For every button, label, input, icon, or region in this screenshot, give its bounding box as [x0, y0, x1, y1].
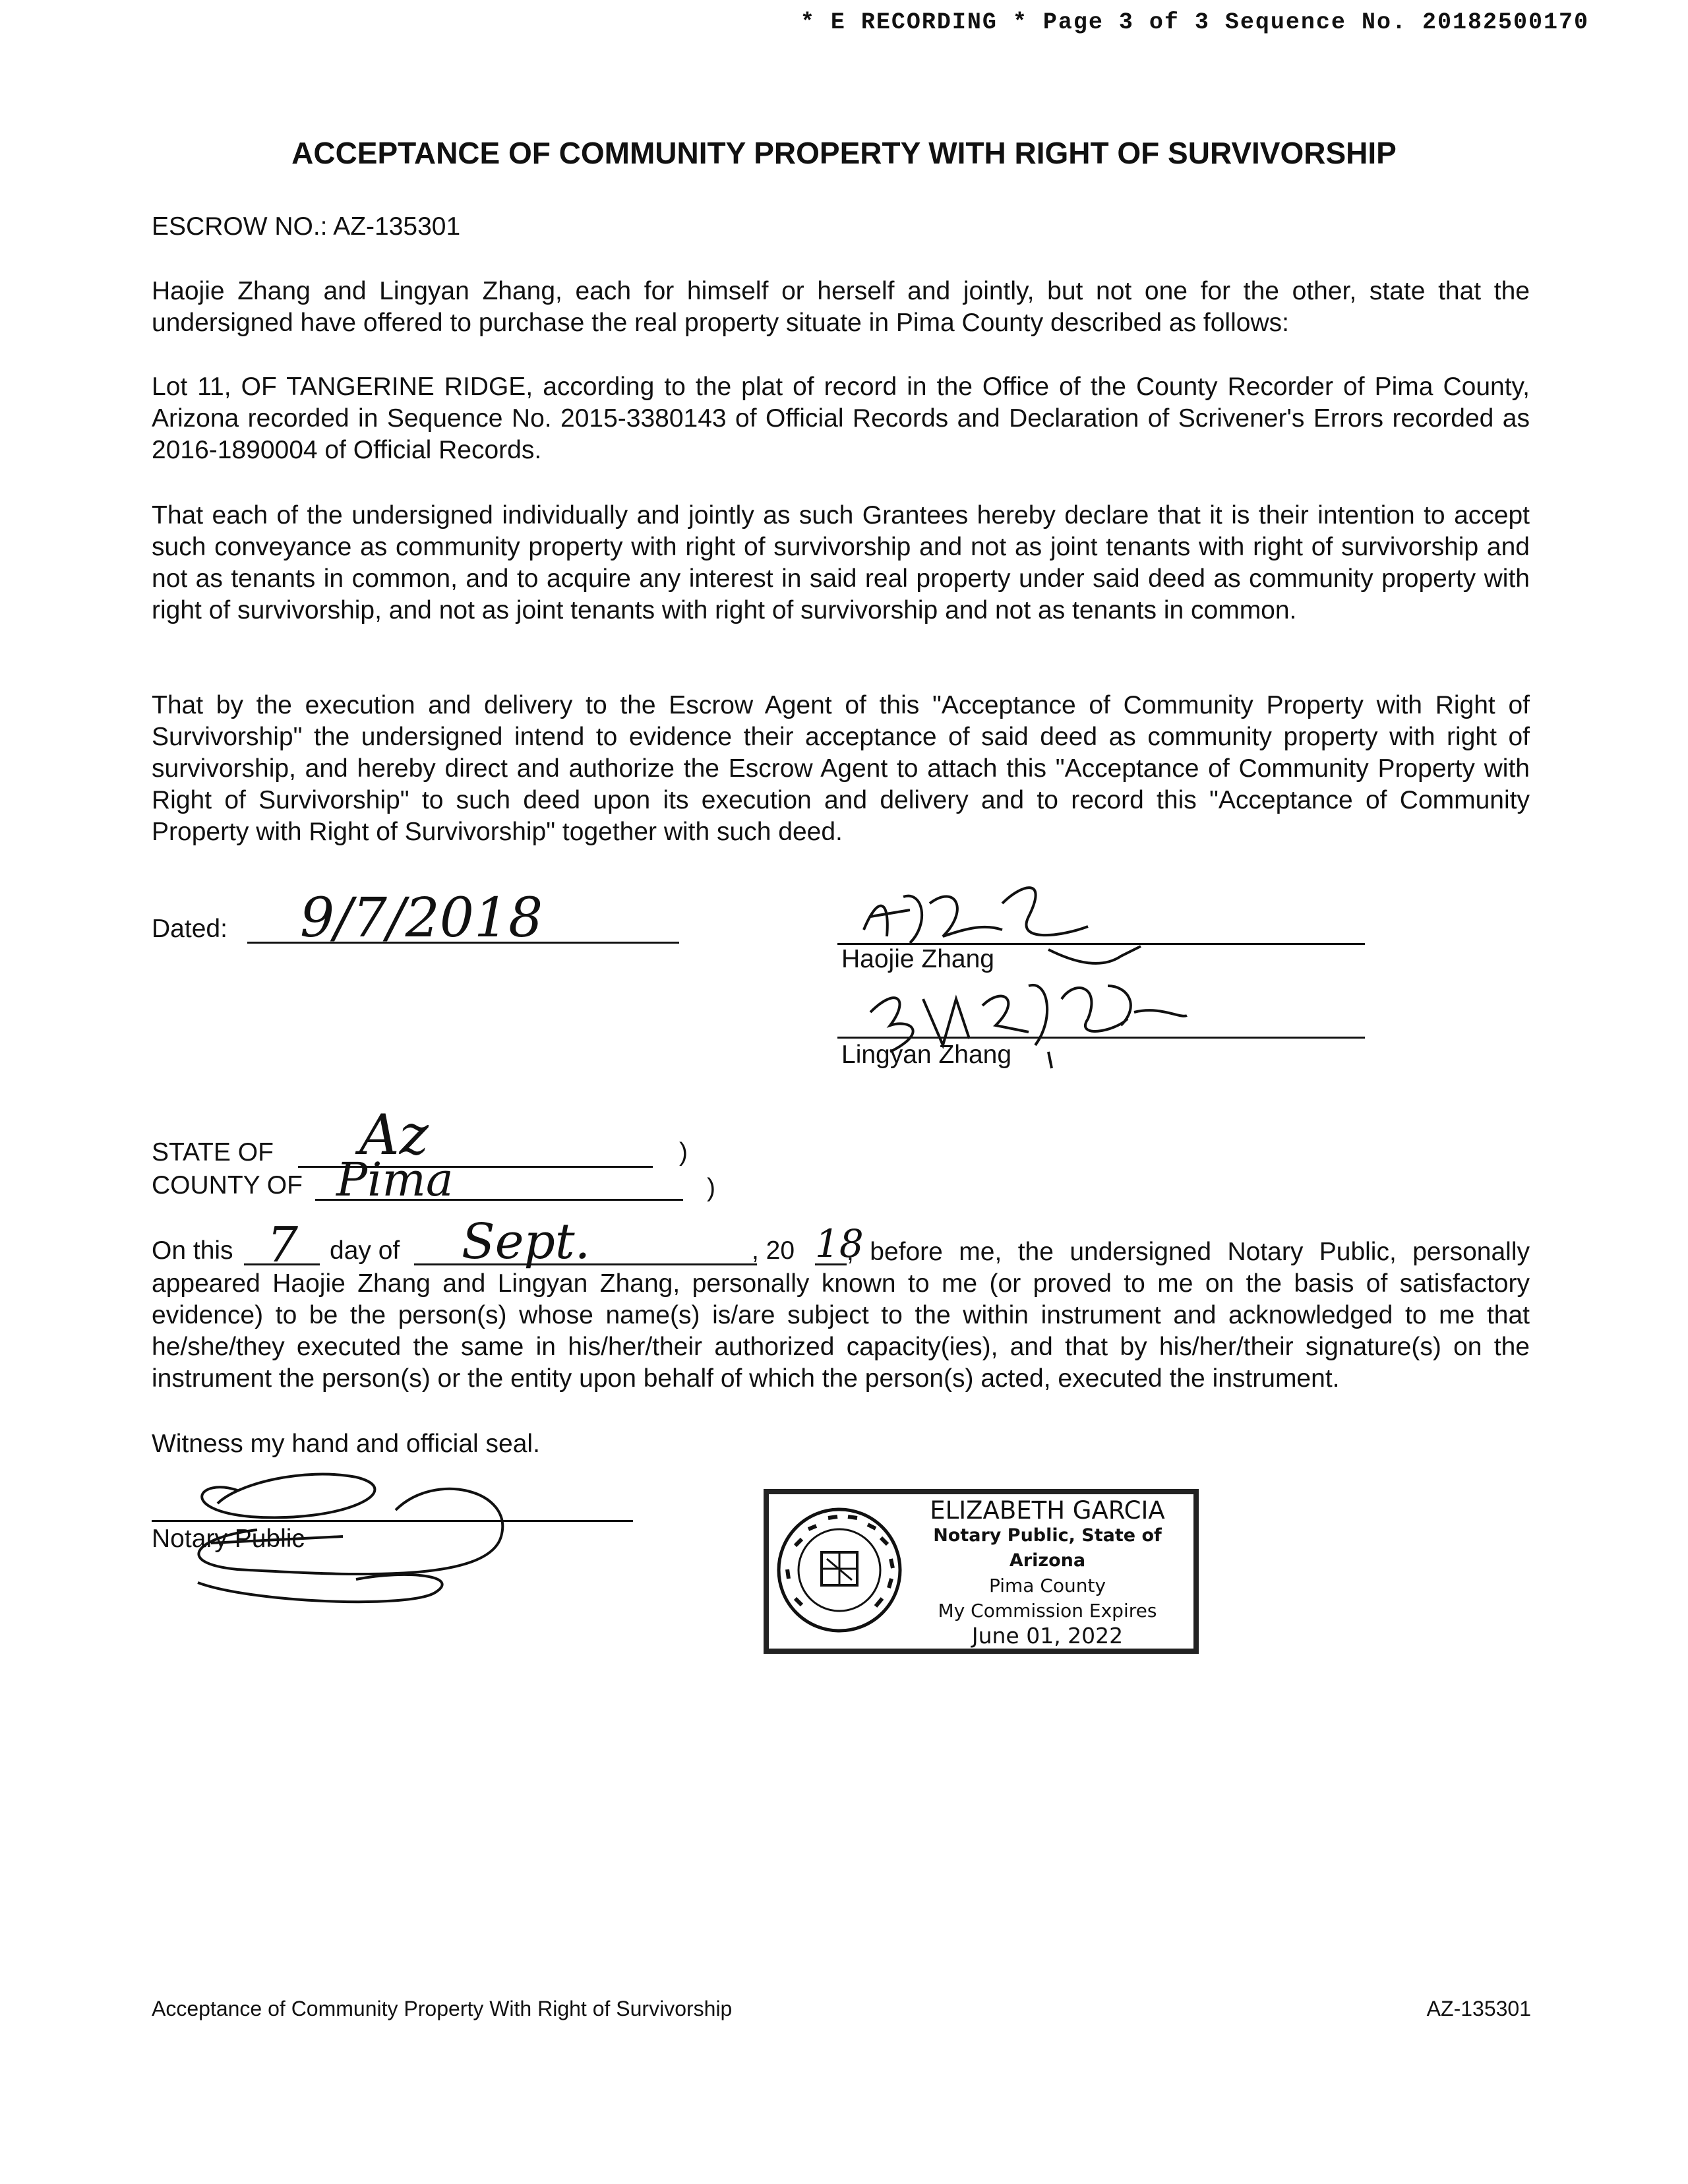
- paragraph-authorization: That by the execution and delivery to the Escrow Agent of this "Acceptance of Community Property with Right of Survivorship" the undersigned intend to evidence their acceptance of said deed as community property with right of survivorship, and hereby direct and authorize the Escrow Agent to attach this "Acceptance of Community Property with Right of Survivorship" to such deed upon its execution and delivery and to record this "Acceptance of Community Property with Right of Survivorship" together with such deed.: [152, 691, 1530, 846]
- seal-notary-title: Notary Public, State of Arizona: [933, 1525, 1162, 1571]
- seal-commission-date: June 01, 2022: [971, 1623, 1124, 1649]
- notary-public-label: Notary Public: [152, 1525, 305, 1553]
- county-paren: ): [707, 1174, 715, 1202]
- county-handwritten: Pima: [336, 1153, 454, 1207]
- escrow-line: [152, 212, 460, 241]
- signer2-name: Lingyan Zhang: [841, 1041, 1012, 1069]
- state-label: STATE OF: [152, 1138, 274, 1167]
- escrow-number: AZ-135301: [333, 212, 461, 241]
- day-of-label: day of: [330, 1236, 400, 1265]
- paragraph-legal-description: Lot 11, OF TANGERINE RIDGE, according to the plat of record in the Office of the County Recorder of Pima County, Arizona recorded in Sequence No. 2015-3380143 of Official Records and Declaration of Scrivener's Errors recorded as 2016-1890004 of Official Records.: [152, 373, 1530, 464]
- footer-escrow-number: AZ-135301: [1426, 1997, 1531, 2020]
- month-handwritten: Sept.: [462, 1213, 591, 1270]
- signer1-name: Haojie Zhang: [841, 945, 994, 973]
- day-handwritten: 7: [267, 1217, 299, 1273]
- recording-header: * E RECORDING * Page 3 of 3 Sequence No. 20182500170: [800, 9, 1589, 36]
- state-paren: ): [679, 1138, 688, 1167]
- acknowledgment-text: , before me, the undersigned Notary Public, personally appeared Haojie Zhang and Lingyan Zhang, personally known to me (or proved to me on the basis of satisfactory evidence) to be the person(s) whose name(s) is/are subject to the within instrument and acknowledged to me that he/she/they executed the same in his/her/their authorized capacity(ies), and that by his/her/their signature(s) on the instrument the person(s) or the entity upon behalf of which the person(s) acted, executed the instrument.: [152, 1238, 1530, 1393]
- on-this-label: On this: [152, 1236, 233, 1265]
- seal-commission-label: My Commission Expires: [938, 1600, 1157, 1622]
- footer-title: Acceptance of Community Property With Right of Survivorship: [152, 1997, 733, 2020]
- paragraph-intention: That each of the undersigned individually and jointly as such Grantees hereby declare that it is their intention to accept such conveyance as community property with right of survivorship and not as joint tenants with right of survivorship and not as tenants in common, and to acquire any interest in said real property under said deed as community property with right of survivorship, and not as joint tenants with right of survivorship and not as tenants in common.: [152, 501, 1530, 624]
- seal-notary-name: ELIZABETH GARCIA: [930, 1496, 1165, 1525]
- escrow-label: ESCROW NO.:: [152, 212, 328, 241]
- dated-handwritten: 9/7/2018: [300, 887, 543, 950]
- witness-line: Witness my hand and official seal.: [152, 1430, 540, 1458]
- notary-seal-stamp: [764, 1489, 1199, 1654]
- state-seal-emblem: [775, 1506, 904, 1635]
- state-handwritten: Az: [359, 1103, 429, 1167]
- year-prefix: , 20: [752, 1236, 795, 1265]
- county-label: COUNTY OF: [152, 1171, 303, 1199]
- seal-text-block: [901, 1498, 1194, 1649]
- seal-county: Pima County: [988, 1575, 1106, 1596]
- dated-label: Dated:: [152, 915, 227, 943]
- paragraph-parties: Haojie Zhang and Lingyan Zhang, each for himself or herself and jointly, but not one for the other, state that the undersigned have offered to purchase the real property situate in Pima County described as follows:: [152, 277, 1530, 337]
- year-handwritten: 18: [815, 1221, 864, 1266]
- notary-signature: [158, 1451, 528, 1616]
- document-title: ACCEPTANCE OF COMMUNITY PROPERTY WITH RIGHT OF SURVIVORSHIP: [291, 136, 1397, 170]
